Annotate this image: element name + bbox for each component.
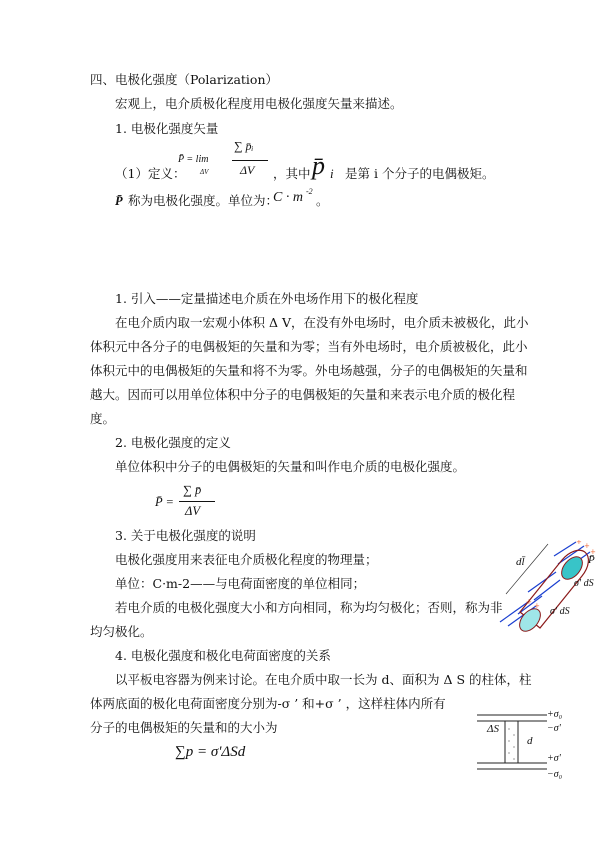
paragraph-line: 体积元中的电偶极矩的矢量和将不为零。外电场越强，分子的电偶极矩的矢量和 (90, 363, 528, 378)
p-symbol: P̄ (115, 194, 123, 208)
plus-sigma-prime-label: +σ' (547, 753, 561, 764)
svg-text:+: + (584, 542, 590, 550)
top-charge-label: σ' dS (574, 578, 594, 589)
paragraph-line: 均匀极化。 (90, 624, 153, 639)
svg-text:+: + (526, 598, 532, 606)
paragraph-line: 在电介质内取一宏观小体积 Δ V，在没有外电场时，电介质未被极化，此小 (115, 315, 529, 330)
svg-text:+: + (576, 540, 582, 546)
definition-tail: 是第 i 个分子的电偶极矩。 (345, 166, 495, 181)
section-title: 四、电极化强度（Polarization） (90, 72, 278, 87)
paragraph-line: 越大。因而可以用单位体积中分子的电偶极矩的矢量和来表示电介质的极化程 (90, 387, 516, 402)
definition-mid: ，其中 (273, 166, 311, 181)
formula-numerator: ∑ p̄ (183, 483, 202, 497)
subsection-2-title: 2. 电极化强度的定义 (115, 435, 231, 450)
polarized-cylinder-figure (498, 540, 600, 632)
minus-sigma0-label: −σ₀ (547, 769, 563, 780)
subsection-4-title: 4. 电极化强度和极化电荷面密度的关系 (115, 648, 331, 663)
dipole-symbol: p̄ (312, 151, 325, 180)
formula-denominator: ΔV (240, 163, 255, 177)
definition-formula (178, 138, 278, 183)
formula-denominator: ΔV (185, 504, 200, 518)
formula-numerator: ∑ p̄ᵢ (234, 139, 254, 153)
intro-title: 1. 引入——定量描述电介质在外电场作用下的极化程度 (115, 291, 419, 306)
svg-text:+: + (534, 602, 540, 610)
paragraph-line: 电极化强度用来表征电介质极化程度的物理量； (115, 552, 378, 567)
formula-limit-sub: ΔV (200, 168, 209, 176)
paragraph-line: 体积元中各分子的电偶极矩的矢量和为零；当有外电场时，电介质被极化，此小 (90, 339, 528, 354)
polarization-formula (155, 482, 245, 522)
subsection-1-title: 1. 电极化强度矢量 (115, 121, 219, 136)
paragraph-line: 若电介质的电极化强度大小和方向相同，称为均匀极化；否则，称为非 (115, 600, 503, 615)
formula-lhs: P̄ = (155, 495, 174, 509)
p-name: 称为电极化强度。单位为： (128, 193, 279, 208)
paragraph-line: 单位：C·m-2——与电荷面密度的单位相同； (115, 576, 366, 591)
unit-end: 。 (316, 193, 329, 208)
paragraph-line: 分子的电偶极矩的矢量和的大小为 (90, 720, 278, 735)
intro-text: 宏观上，电介质极化程度用电极化强度矢量来描述。 (115, 96, 403, 111)
paragraph-line: 度。 (90, 411, 116, 426)
area-label: ΔS (487, 723, 499, 735)
svg-text:+: + (590, 548, 596, 556)
dl-label: dl̄ (516, 556, 525, 568)
capacitor-figure (475, 705, 575, 785)
unit-exp: -2 (306, 187, 313, 196)
subsection-2-text: 单位体积中分子的电偶极矩的矢量和叫作电介质的电极化强度。 (115, 459, 466, 474)
unit-formula: C · m (273, 190, 303, 205)
length-label: d (527, 735, 533, 747)
definition-label: （1）定义： (115, 166, 186, 181)
dipole-symbol-sub: i (330, 166, 334, 181)
paragraph-line: 以平板电容器为例来讨论。在电介质中取一长为 d、面积为 Δ S 的柱体，柱 (115, 672, 532, 687)
formula-lhs: P̄ = lim (178, 154, 209, 165)
plus-sigma0-label: +σ₀ (547, 709, 563, 720)
p-vector-label: P̄ (588, 554, 595, 566)
paragraph-line: 体两底面的极化电荷面密度分别为-σ ’ 和+σ ’ ，这样柱体内所有 (90, 696, 446, 711)
subsection-3-title: 3. 关于电极化强度的说明 (115, 528, 256, 543)
dipole-sum-formula: ∑p = σ'ΔSd (175, 744, 246, 760)
bottom-charge-label: σ' dS (550, 606, 570, 617)
minus-sigma-prime-label: −σ' (547, 723, 561, 734)
